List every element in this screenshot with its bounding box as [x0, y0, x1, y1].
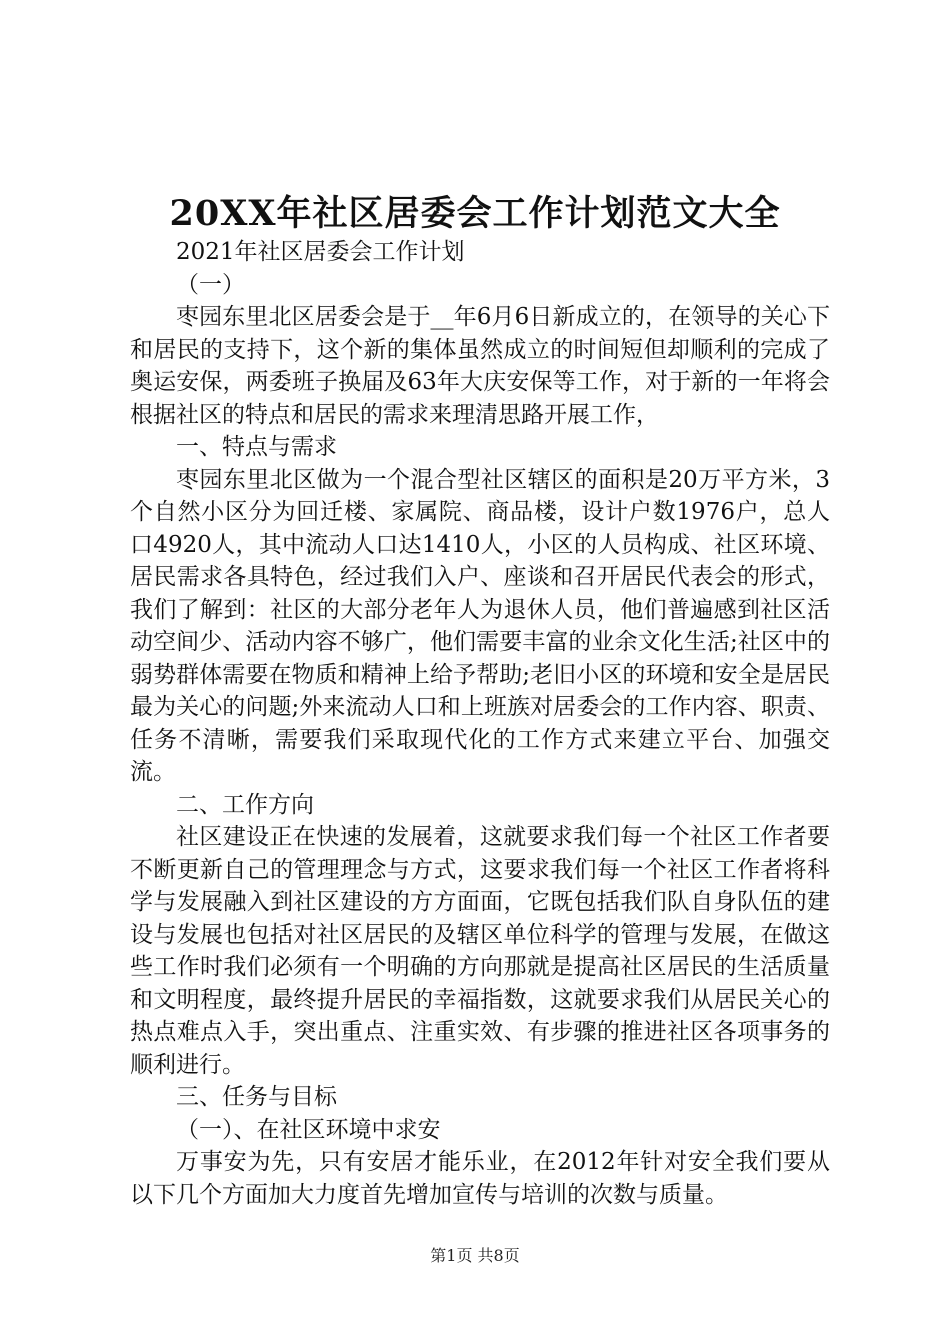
document-title: 20XX年社区居委会工作计划范文大全 [169, 193, 781, 234]
heading-tasks: 三、任务与目标 [176, 1084, 337, 1110]
heading-direction: 二、工作方向 [176, 791, 314, 818]
section-mark: （一） [176, 271, 245, 298]
page-footer: 第1页 共8页 [430, 1246, 520, 1265]
heading-characteristics: 一、特点与需求 [176, 434, 337, 460]
paragraph-direction: 社区建设正在快速的发展着，这就要求我们每一个社区工作者要不断更新自己的管理理念与方式，这要求我们每一个社区工作者将科学与发展融入到社区建设的方方面面，它既包括我们队自身队伍的建设与发展也包括对社区居民的及辖区单位科学的管理与发展，在做这些工作时我们必须有一个明确的方向那就是提高社区居民的生活质量和文明程度，最终提升居民的幸福指数，这就要求我们从居民关心的热点难点入手，突出重点、注重实效、有步骤的推进社区各项事务的顺利进行。 [130, 824, 830, 1078]
subheading-safety: （一）、在社区环境中求安 [176, 1116, 441, 1143]
paragraph-characteristics: 枣园东里北区做为一个混合型社区辖区的面积是20万平方米，3个自然小区分为回迁楼、家属院、商品楼，设计户数1976户，总人口4920人，其中流动人口达1410人，小区的人员构成、社区环境、居民需求各具特色，经过我们入户、座谈和召开居民代表会的形式，我们了解到：社区的大部分老年人为退休人员，他们普遍感到社区活动空间少、活动内容不够广，他们需要丰富的业余文化生活;社区中的弱势群体需要在物质和精神上给予帮助;老旧小区的环境和安全是居民最为关心的问题;外来流动人口和上班族对居委会的工作内容、职责、任务不清晰，需要我们采取现代化的工作方式来建立平台、加强交流。 [130, 466, 830, 785]
subtitle: 2021年社区居委会工作计划 [176, 239, 465, 265]
paragraph-safety: 万事安为先，只有安居才能乐业，在2012年针对安全我们要从以下几个方面加大力度首先增加宣传与培训的次数与质量。 [130, 1149, 830, 1208]
document-body [130, 236, 830, 1211]
paragraph-intro: 枣园东里北区居委会是于__年6月6日新成立的，在领导的关心下和居民的支持下，这个新的集体虽然成立的时间短但却顺利的完成了奥运安保，两委班子换届及63年大庆安保等工作，对于新的一年将会根据社区的特点和居民的需求来理清思路开展工作， [130, 304, 830, 428]
